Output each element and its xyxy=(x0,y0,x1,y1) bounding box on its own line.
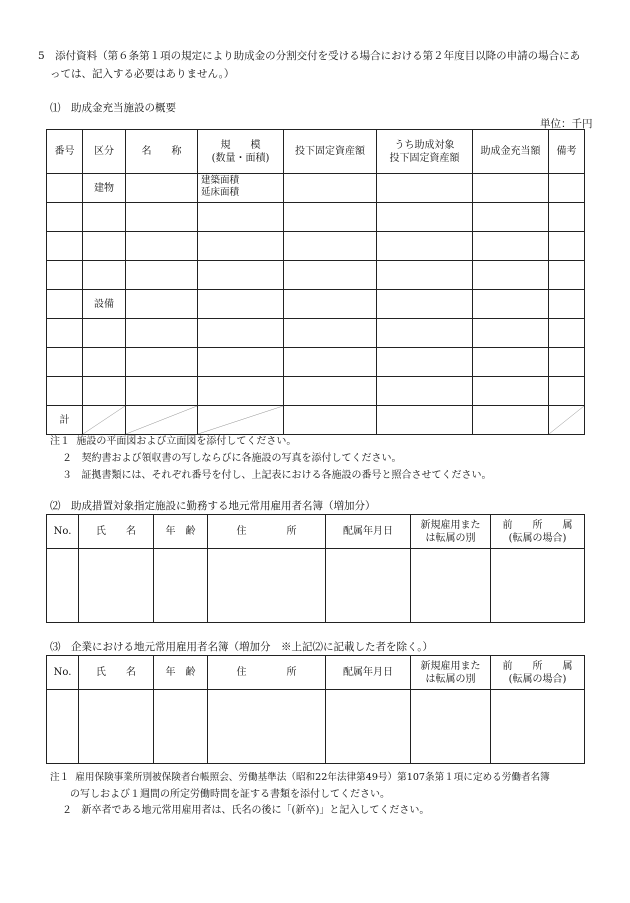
diagonal-line xyxy=(549,406,584,434)
cell[interactable] xyxy=(83,377,126,406)
header-date: 配属年月日 xyxy=(326,515,411,549)
cell[interactable] xyxy=(549,174,585,203)
area-label-1: 建築面積 xyxy=(201,175,240,186)
cell[interactable] xyxy=(83,261,126,290)
cell[interactable] xyxy=(47,690,79,764)
roster-header-row xyxy=(47,656,585,690)
cell[interactable] xyxy=(377,348,473,377)
cell[interactable] xyxy=(208,690,326,764)
total-invest[interactable] xyxy=(284,406,377,435)
roster-table-2 xyxy=(46,655,585,764)
table-row xyxy=(47,319,585,348)
cell[interactable] xyxy=(198,348,284,377)
header-new-line1: 新規雇用また xyxy=(420,519,481,531)
cell[interactable] xyxy=(549,348,585,377)
note2-2 xyxy=(62,801,429,816)
header-prev-line2: (転属の場合) xyxy=(508,673,567,685)
total-target[interactable] xyxy=(377,406,473,435)
roster-header-row xyxy=(47,515,585,549)
facility-header-row xyxy=(47,130,585,174)
diagonal-cell xyxy=(83,406,126,435)
table-row xyxy=(47,174,585,203)
note-text: 雇用保険事業所別被保険者台帳照会、労働基準法（昭和22年法律第49号）第107条第１項に定める労働者名簿 xyxy=(75,772,550,783)
cell[interactable] xyxy=(549,232,585,261)
note-label: 注１ xyxy=(50,772,70,783)
header-name: 氏 名 xyxy=(79,515,154,549)
header-target-line2: 投下固定資産額 xyxy=(389,152,460,164)
cell[interactable] xyxy=(47,174,83,203)
header-new xyxy=(411,515,491,549)
note-label: ３ xyxy=(62,470,72,481)
cell[interactable] xyxy=(284,377,377,406)
roster-table-1 xyxy=(46,514,585,623)
header-scale-line2: (数量・面積) xyxy=(211,152,270,164)
header-address: 住 所 xyxy=(208,656,326,690)
cell[interactable] xyxy=(549,203,585,232)
cell[interactable] xyxy=(83,348,126,377)
cell[interactable] xyxy=(377,261,473,290)
cell[interactable] xyxy=(126,290,198,319)
cell[interactable] xyxy=(473,348,549,377)
cell[interactable] xyxy=(284,348,377,377)
header-prev xyxy=(491,656,585,690)
cell[interactable] xyxy=(411,549,491,623)
cell[interactable] xyxy=(377,377,473,406)
section5-line1: 5 添付資料（第６条第１項の規定により助成金の分割交付を受ける場合における第２年度目以降の申請の場合にあ xyxy=(38,50,581,62)
note1-3 xyxy=(62,466,492,481)
diagonal-cell xyxy=(549,406,585,435)
cell[interactable] xyxy=(549,290,585,319)
header-remarks: 備考 xyxy=(549,130,585,174)
table-row xyxy=(47,261,585,290)
cell[interactable] xyxy=(198,290,284,319)
cell[interactable] xyxy=(284,261,377,290)
diagonal-cell xyxy=(198,406,284,435)
header-no: No. xyxy=(47,656,79,690)
cell[interactable] xyxy=(491,690,585,764)
cell[interactable] xyxy=(491,549,585,623)
table-row xyxy=(47,377,585,406)
cell[interactable] xyxy=(198,377,284,406)
note-label: ２ xyxy=(62,453,72,464)
cell[interactable] xyxy=(79,690,154,764)
cell[interactable] xyxy=(154,549,208,623)
facility-table xyxy=(46,129,585,435)
diagonal-cell xyxy=(126,406,198,435)
cell[interactable] xyxy=(284,319,377,348)
cell[interactable] xyxy=(198,203,284,232)
note-label: ２ xyxy=(62,805,72,816)
cell[interactable] xyxy=(47,290,83,319)
cell[interactable] xyxy=(126,174,198,203)
cell[interactable] xyxy=(47,232,83,261)
cell[interactable] xyxy=(411,690,491,764)
diagonal-line xyxy=(198,406,283,434)
note1-2 xyxy=(62,449,402,464)
diagonal-line xyxy=(83,406,125,434)
header-address: 住 所 xyxy=(208,515,326,549)
cell[interactable] xyxy=(473,232,549,261)
sub1-title: ⑴ 助成金充当施設の概要 xyxy=(50,102,176,114)
cell[interactable] xyxy=(377,319,473,348)
cell[interactable] xyxy=(198,261,284,290)
header-new xyxy=(411,656,491,690)
total-row xyxy=(47,406,585,435)
note2-1 xyxy=(50,769,550,783)
header-new-line2: は転属の別 xyxy=(425,673,476,685)
header-name: 氏 名 xyxy=(79,656,154,690)
cell[interactable] xyxy=(377,290,473,319)
cell[interactable] xyxy=(377,174,473,203)
cell[interactable] xyxy=(47,203,83,232)
header-date: 配属年月日 xyxy=(326,656,411,690)
cell[interactable] xyxy=(47,348,83,377)
table-row xyxy=(47,348,585,377)
section5-line2: っては、記入する必要はありません。） xyxy=(50,68,235,80)
cell[interactable] xyxy=(473,377,549,406)
note1-1 xyxy=(50,432,296,447)
header-prev-line1: 前 所 属 xyxy=(502,660,573,672)
note-text: 施設の平面図および立面図を添付してください。 xyxy=(76,436,297,447)
cell[interactable] xyxy=(473,174,549,203)
cell[interactable] xyxy=(549,319,585,348)
cell[interactable] xyxy=(473,261,549,290)
cell[interactable] xyxy=(47,377,83,406)
cell[interactable] xyxy=(473,319,549,348)
header-subsidy: 助成金充当額 xyxy=(473,130,549,174)
cell[interactable] xyxy=(47,319,83,348)
cell[interactable] xyxy=(126,203,198,232)
cell[interactable] xyxy=(83,319,126,348)
header-age: 年 齢 xyxy=(154,515,208,549)
header-prev-line1: 前 所 属 xyxy=(502,519,573,531)
table-row xyxy=(47,203,585,232)
cell-kubun-building: 建物 xyxy=(83,174,126,203)
cell[interactable] xyxy=(473,290,549,319)
cell[interactable] xyxy=(126,261,198,290)
table-row xyxy=(47,690,585,764)
total-label: 計 xyxy=(47,406,83,435)
header-scale-line1: 規 模 xyxy=(220,139,261,151)
cell[interactable] xyxy=(126,377,198,406)
sub3-title: ⑶ 企業における地元常用雇用者名簿（増加分 ※上記⑵に記載した者を除く。） xyxy=(50,641,434,653)
cell[interactable] xyxy=(83,203,126,232)
cell[interactable] xyxy=(284,290,377,319)
table-row xyxy=(47,290,585,319)
cell[interactable] xyxy=(326,690,411,764)
cell-scale-area[interactable] xyxy=(198,174,284,203)
note-text: 契約書および領収書の写しならびに各施設の写真を添付してください。 xyxy=(81,453,402,464)
cell-kubun-equipment: 設備 xyxy=(83,290,126,319)
area-label-2: 延床面積 xyxy=(201,187,240,198)
note-text: 証拠書類には、それぞれ番号を付し、上記表における各施設の番号と照合させてください。 xyxy=(81,470,492,481)
header-target-line1: うち助成対象 xyxy=(394,139,455,151)
cell[interactable] xyxy=(83,232,126,261)
cell[interactable] xyxy=(198,319,284,348)
header-prev xyxy=(491,515,585,549)
cell[interactable] xyxy=(284,174,377,203)
header-no: No. xyxy=(47,515,79,549)
diagonal-line xyxy=(126,406,197,434)
cell[interactable] xyxy=(549,377,585,406)
header-name: 名 称 xyxy=(126,130,198,174)
cell[interactable] xyxy=(377,232,473,261)
header-kubun: 区分 xyxy=(83,130,126,174)
note-label: 注１ xyxy=(50,436,70,447)
cell[interactable] xyxy=(284,203,377,232)
header-new-line1: 新規雇用また xyxy=(420,660,481,672)
cell[interactable] xyxy=(79,549,154,623)
header-invest: 投下固定資産額 xyxy=(284,130,377,174)
header-target xyxy=(377,130,473,174)
cell[interactable] xyxy=(154,690,208,764)
cell[interactable] xyxy=(326,549,411,623)
header-prev-line2: (転属の場合) xyxy=(508,532,567,544)
cell[interactable] xyxy=(47,261,83,290)
header-age: 年 齢 xyxy=(154,656,208,690)
header-new-line2: は転属の別 xyxy=(425,532,476,544)
cell[interactable] xyxy=(284,232,377,261)
header-scale xyxy=(198,130,284,174)
cell[interactable] xyxy=(126,348,198,377)
cell[interactable] xyxy=(377,203,473,232)
cell[interactable] xyxy=(198,232,284,261)
note2-1-cont: の写しおよび１週間の所定労働時間を証する書類を添付してください。 xyxy=(70,789,390,800)
sub2-title: ⑵ 助成措置対象指定施設に勤務する地元常用雇用者名簿（増加分） xyxy=(50,500,376,512)
cell[interactable] xyxy=(549,261,585,290)
header-no: 番号 xyxy=(47,130,83,174)
cell[interactable] xyxy=(473,203,549,232)
cell[interactable] xyxy=(47,549,79,623)
unit-label: 単位：千円 xyxy=(540,118,593,130)
cell[interactable] xyxy=(126,232,198,261)
table-row xyxy=(47,549,585,623)
cell[interactable] xyxy=(208,549,326,623)
table-row xyxy=(47,232,585,261)
total-subsidy[interactable] xyxy=(473,406,549,435)
note-text: 新卒者である地元常用雇用者は、氏名の後に「(新卒)」と記入してください。 xyxy=(81,805,430,816)
cell[interactable] xyxy=(126,319,198,348)
